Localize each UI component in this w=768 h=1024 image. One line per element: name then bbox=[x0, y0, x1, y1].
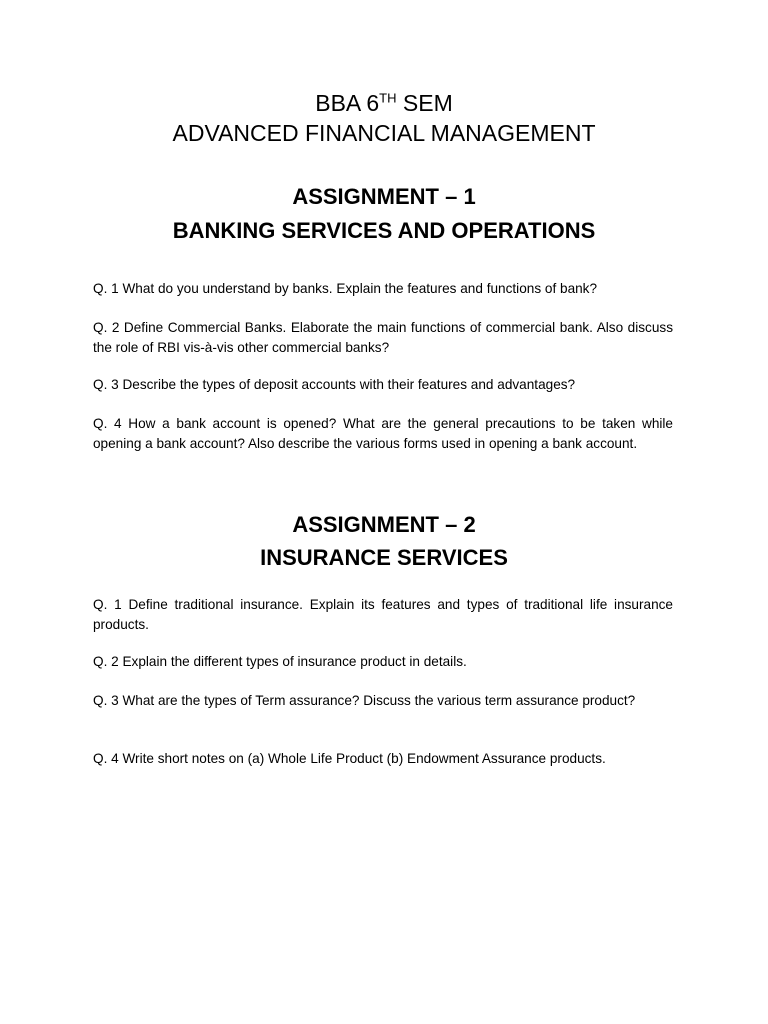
course-name: BBA 6 bbox=[315, 90, 380, 116]
assignment-1-topic: BANKING SERVICES AND OPERATIONS bbox=[172, 218, 596, 243]
assignment-2-question-4: Q. 4 Write short notes on (a) Whole Life Product (b) Endowment Assurance products. bbox=[93, 751, 606, 766]
course-title bbox=[0, 88, 768, 118]
assignment-1-question-3: Q. 3 Describe the types of deposit accounts with their features and advantages? bbox=[93, 377, 576, 392]
assignment-1-question-1: Q. 1 What do you understand by banks. Explain the features and functions of bank? bbox=[93, 281, 598, 296]
assignment-1-question-2: Q. 2 Define Commercial Banks. Elaborate the main functions of commercial bank. Also discuss the role of RBI vis-à-vis other commercial banks? bbox=[93, 320, 673, 355]
assignment-1-question-4: Q. 4 How a bank account is opened? What are the general precautions to be taken while opening a bank account? Also describe the various forms used in opening a bank account. bbox=[93, 416, 673, 451]
assignment-2-question-3: Q. 3 What are the types of Term assurance? Discuss the various term assurance product? bbox=[93, 693, 636, 708]
semester-superscript: TH bbox=[379, 90, 397, 106]
course-suffix: SEM bbox=[396, 90, 453, 116]
assignment-2-heading: ASSIGNMENT – 2 bbox=[292, 512, 476, 537]
assignment-2-question-2: Q. 2 Explain the different types of insurance product in details. bbox=[93, 654, 467, 669]
subject-title: ADVANCED FINANCIAL MANAGEMENT bbox=[172, 120, 596, 146]
assignment-1-heading: ASSIGNMENT – 1 bbox=[292, 184, 476, 209]
assignment-2-question-1: Q. 1 Define traditional insurance. Explain its features and types of traditional life insurance products. bbox=[93, 597, 673, 632]
assignment-2-topic: INSURANCE SERVICES bbox=[260, 545, 508, 570]
